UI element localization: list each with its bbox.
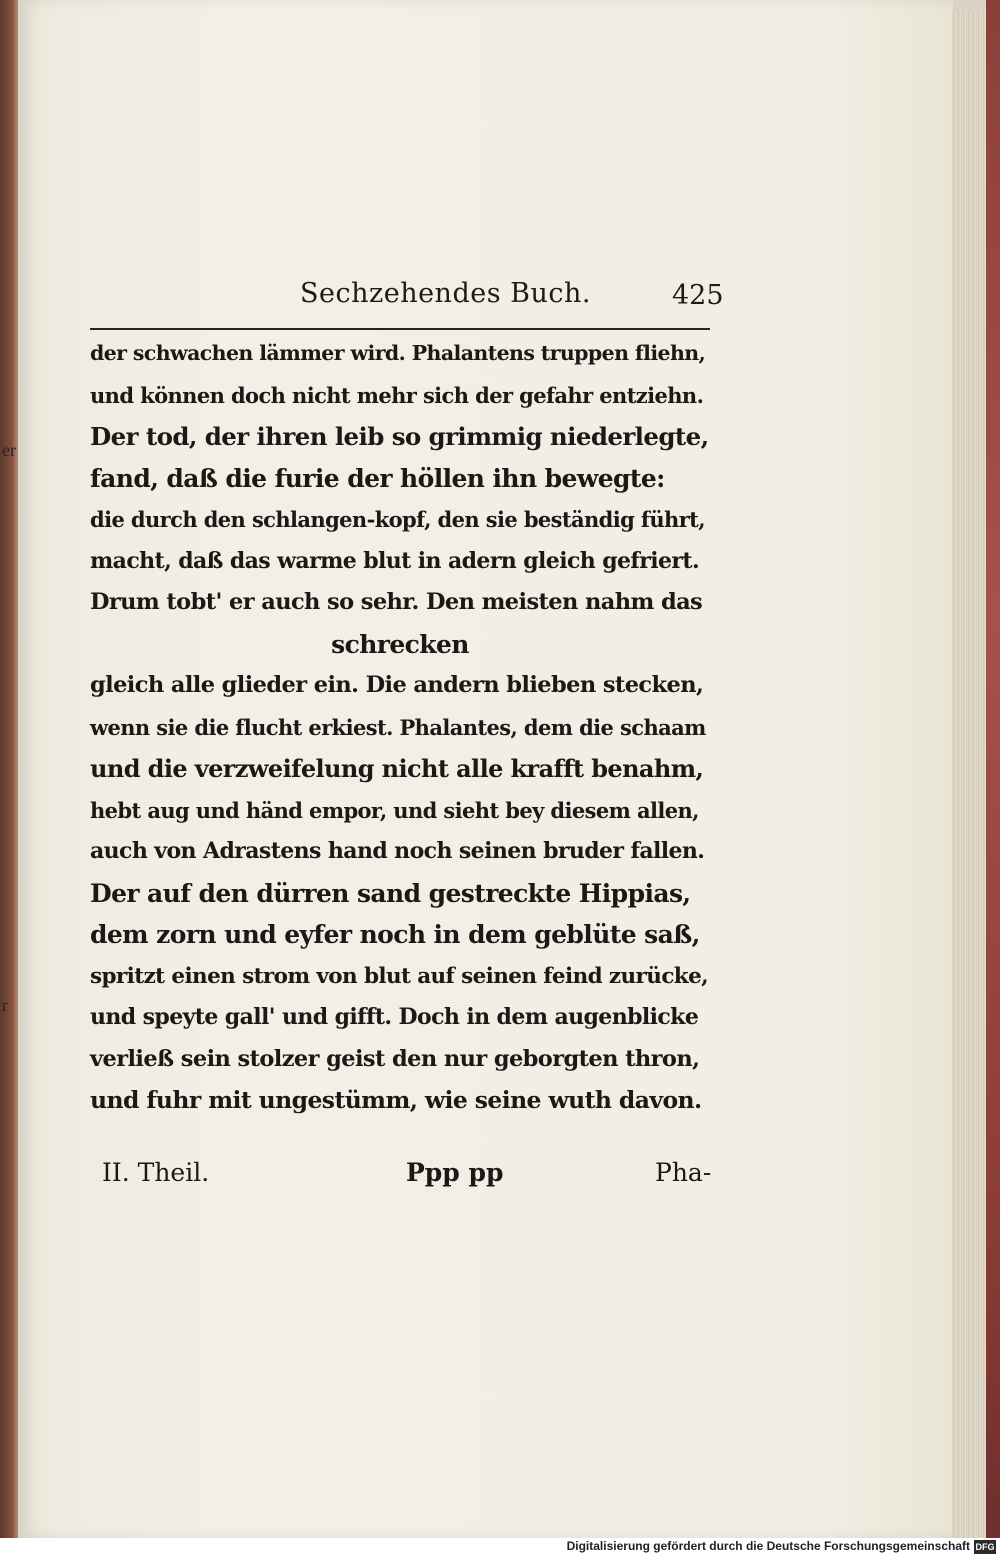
dfg-logo: DFG xyxy=(975,1542,995,1552)
margin-mark: er xyxy=(2,440,16,460)
verse-line: Der auf den dürren sand gestreckte Hippias, xyxy=(90,878,691,908)
verse-line: und können doch nicht mehr sich der gefahr entziehn. xyxy=(90,382,704,408)
verse-line: macht, daß das warme blut in adern gleich gefriert. xyxy=(90,547,700,574)
margin-mark: r xyxy=(2,995,8,1015)
page-edges xyxy=(952,10,988,1538)
running-head: Sechzehendes Buch. xyxy=(300,278,591,309)
verse-line: hebt aug und händ empor, und sieht bey diesem allen, xyxy=(90,797,699,823)
page-footer-line xyxy=(90,1158,710,1198)
verse-line: und fuhr mit ungestümm, wie seine wuth davon. xyxy=(90,1086,702,1114)
signature-mark: Ppp pp xyxy=(406,1158,504,1187)
catchword: Pha- xyxy=(655,1158,712,1187)
verse-line: der schwachen lämmer wird. Phalantens truppen fliehn, xyxy=(90,341,706,365)
verse-line: spritzt einen strom von blut auf seinen feind zurücke, xyxy=(90,963,709,989)
verse-line: die durch den schlangen-kopf, den sie beständig führt, xyxy=(90,507,705,532)
header-rule xyxy=(90,328,710,330)
verse-line: und speyte gall' und gifft. Doch in dem augenblicke xyxy=(90,1004,699,1030)
verse-line: wenn sie die flucht erkiest. Phalantes, dem die schaam xyxy=(90,714,706,740)
book-cover-edge xyxy=(986,0,1000,1538)
book-binding-left xyxy=(0,0,20,1538)
verse-line: Drum tobt' er auch so sehr. Den meisten nahm das xyxy=(90,589,703,615)
page-number: 425 xyxy=(672,280,724,311)
verse-line-turnover: schrecken xyxy=(331,629,469,659)
verse-text xyxy=(90,333,710,1122)
part-label: II. Theil. xyxy=(102,1158,210,1187)
verse-line: und die verzweifelung nicht alle krafft benahm, xyxy=(90,754,704,783)
verse-line: verließ sein stolzer geist den nur geborgten thron, xyxy=(90,1045,700,1072)
verse-line: auch von Adrastens hand noch seinen bruder fallen. xyxy=(90,838,705,864)
verse-line: gleich alle glieder ein. Die andern blieben stecken, xyxy=(90,672,704,698)
verse-line: fand, daß die furie der höllen ihn bewegte: xyxy=(90,463,665,493)
funding-credit: Digitalisierung gefördert durch die Deutsche Forschungsgemeinschaft xyxy=(566,1539,970,1553)
verse-line: Der tod, der ihren leib so grimmig niederlegte, xyxy=(90,422,709,451)
verse-line: dem zorn und eyfer noch in dem geblüte saß, xyxy=(90,920,700,949)
